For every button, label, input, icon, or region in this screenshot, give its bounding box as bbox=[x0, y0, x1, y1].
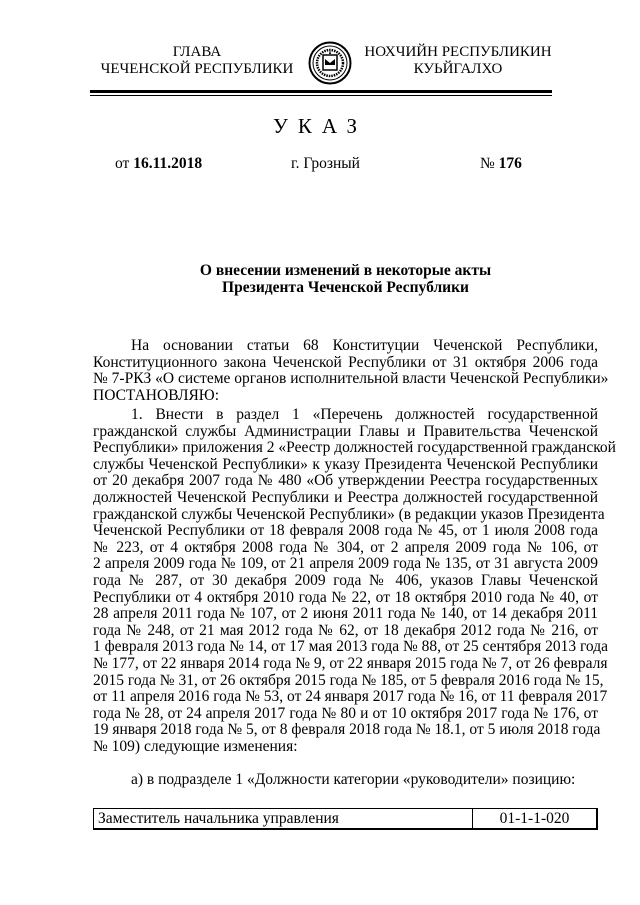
text-line: 1. Внести в раздел 1 «Перечень должностей государственной bbox=[131, 406, 598, 423]
document-number bbox=[480, 155, 522, 173]
header-rule-thin bbox=[90, 95, 552, 96]
text-line: от 11 апреля 2016 года № 53, от 24 января 2017 года № 16, от 11 февраля 2017 bbox=[93, 688, 608, 706]
text-line: года № 287, от 30 декабря 2009 года № 406, указов Главы Чеченской bbox=[93, 571, 598, 589]
position-name-cell: Заместитель начальника управления bbox=[94, 809, 473, 830]
document-title: УКАЗ bbox=[272, 114, 368, 138]
issuer-ce bbox=[358, 44, 558, 78]
number-value: 176 bbox=[498, 155, 522, 172]
text-line: Конституционного закона Чеченской Республики от 31 октября 2006 года bbox=[93, 353, 598, 371]
date-prefix: от bbox=[115, 155, 134, 172]
text-line: 28 апреля 2011 года № 107, от 2 июня 2011 года № 140, от 14 декабря 2011 bbox=[93, 605, 598, 623]
issuer-ce-line1: НОХЧИЙН РЕСПУБЛИКИН bbox=[364, 44, 552, 60]
number-prefix: № bbox=[480, 155, 499, 172]
document-date bbox=[115, 155, 202, 173]
text-line: службы Чеченской Республики» к указу Президента Чеченской Республики bbox=[93, 455, 598, 473]
position-table bbox=[93, 808, 598, 830]
text-line: а) в подразделе 1 «Должности категории «руководители» позицию: bbox=[131, 771, 576, 788]
intro-paragraph bbox=[93, 337, 609, 404]
text-line: № 7-РКЗ «О системе органов исполнительной власти Чеченской Республики» bbox=[93, 370, 609, 388]
item-1-paragraph bbox=[93, 406, 616, 755]
issuer-ru bbox=[92, 44, 302, 78]
text-line: от 20 декабря 2007 года № 480 «Об утверждении Реестра государственных bbox=[93, 472, 598, 490]
text-line: Республики от 4 октября 2010 года № 22, от 18 октября 2010 года № 40, от bbox=[93, 588, 598, 606]
subitem-a bbox=[93, 772, 598, 789]
decree-heading bbox=[93, 262, 598, 296]
text-line: года № 248, от 21 мая 2012 года № 62, от 18 декабря 2012 года № 216, от bbox=[93, 621, 598, 639]
heading-line1: О внесении изменений в некоторые акты bbox=[199, 262, 492, 279]
issuer-ce-line2: КУЬЙГАЛХО bbox=[413, 61, 503, 77]
date-value: 16.11.2018 bbox=[133, 155, 203, 172]
issuer-ru-line1: ГЛАВА bbox=[172, 44, 222, 60]
text-line: года № 28, от 24 апреля 2017 года № 80 и от 10 октября 2017 года № 176, от bbox=[93, 704, 598, 722]
coat-of-arms-seal-icon bbox=[308, 40, 352, 86]
text-line: гражданской службы Чеченской Республики» (в редакции указов Президента bbox=[93, 505, 605, 523]
issuer-ru-line2: ЧЕЧЕНСКОЙ РЕСПУБЛИКИ bbox=[100, 61, 294, 77]
text-line: На основании статьи 68 Конституции Чеченской Республики, bbox=[131, 337, 598, 354]
document-city: г. Грозный bbox=[291, 155, 360, 172]
text-line: 2 апреля 2009 года № 109, от 21 апреля 2009 года № 135, от 31 августа 2009 bbox=[93, 555, 598, 573]
text-line: 1 февраля 2013 года № 14, от 17 мая 2013 года № 88, от 25 сентября 2013 года bbox=[93, 638, 609, 656]
decree-word: ПОСТАНОВЛЯЮ: bbox=[93, 386, 220, 404]
heading-line2: Президента Чеченской Республики bbox=[222, 279, 469, 296]
position-code-cell: 01-1-1-020 bbox=[473, 809, 598, 830]
header-rule-thick bbox=[90, 90, 552, 93]
text-line: № 177, от 22 января 2014 года № 9, от 22 января 2015 года № 7, от 26 февраля bbox=[93, 654, 608, 672]
text-line: 2015 года № 31, от 26 октября 2015 года № 185, от 5 февраля 2016 года № 15, bbox=[93, 671, 604, 689]
text-line: № 109) следующие изменения: bbox=[93, 737, 298, 755]
table-row bbox=[94, 809, 598, 830]
text-line: должностей Чеченской Республики и Реестра должностей государственной bbox=[93, 488, 598, 506]
text-line: гражданской службы Администрации Главы и Правительства Чеченской bbox=[93, 422, 598, 440]
text-line: Чеченской Республики от 18 февраля 2008 года № 45, от 1 июля 2008 года bbox=[93, 522, 598, 540]
text-line: № 223, от 4 октября 2008 года № 304, от 2 апреля 2009 года № 106, от bbox=[93, 538, 598, 556]
text-line: Республики» приложения 2 «Реестр должностей государственной гражданской bbox=[93, 439, 616, 457]
text-line: 19 января 2018 года № 5, от 8 февраля 2018 года № 18.1, от 5 июля 2018 года bbox=[93, 721, 601, 739]
